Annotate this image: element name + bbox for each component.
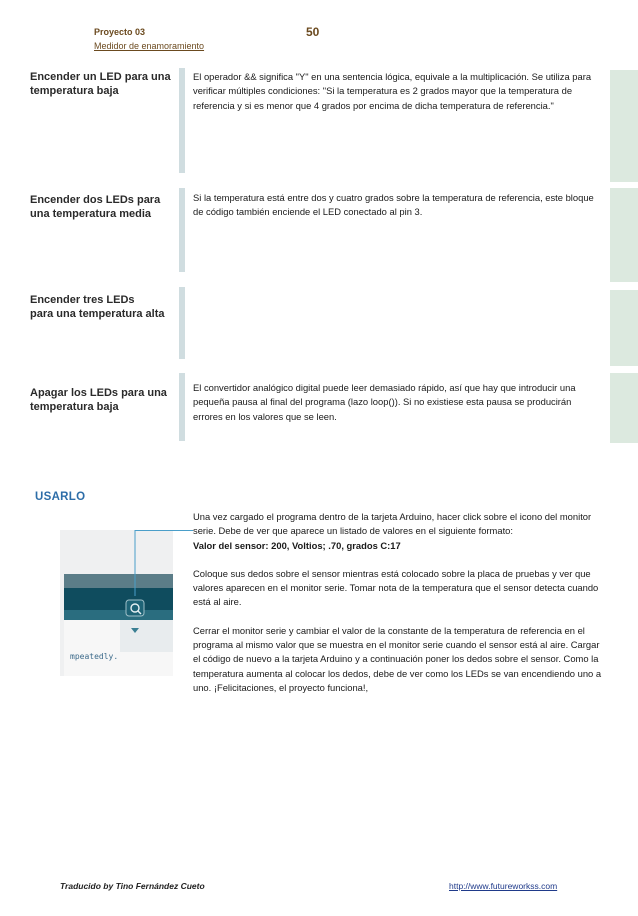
section-label-1-line-1: Encender un LED para una xyxy=(30,71,171,83)
section-label-4-line-1: Apagar los LEDs para una xyxy=(30,387,167,399)
project-subtitle: Medidor de enamoramiento xyxy=(94,41,205,51)
footer-translator: Traducido by Tino Fernández Cueto xyxy=(60,881,205,891)
section-label-3-line-2: para una temperatura alta xyxy=(30,308,165,320)
section-text-4: El convertidor analógico digital puede leer demasiado rápido, así que hay que introducir una pequeña pausa al final del programa (lazo loop()). Si no existiese esta pausa se producirán errores en los valores que se leen. xyxy=(193,382,576,422)
section-label-3 xyxy=(30,293,180,321)
section-bar-1 xyxy=(179,68,185,173)
side-tab-4 xyxy=(610,373,638,443)
side-tab-3 xyxy=(610,290,638,366)
side-tab-2 xyxy=(610,188,638,282)
section-bar-4 xyxy=(179,373,185,441)
section-label-1-line-2: temperatura baja xyxy=(30,85,119,97)
section-label-4-line-2: temperatura baja xyxy=(30,401,119,413)
section-label-2 xyxy=(30,193,180,221)
section-text-1: El operador && significa "Y" en una sentencia lógica, equivale a la multiplicación. Se utiliza para verificar múltiples condiciones: "Si la temperatura es 2 grados mayor que la temperatura de referencia y si es menor que 4 grados por encima de dicha temperatura de referencia." xyxy=(193,71,592,111)
illustration-caption: mpeatedly. xyxy=(70,652,119,661)
usarlo-body xyxy=(193,510,603,695)
footer-link[interactable]: http://www.futureworkss.com xyxy=(449,881,558,891)
usarlo-paragraph-1: Una vez cargado el programa dentro de la tarjeta Arduino, hacer click sobre el icono del monitor serie. Debe de ver que aparece un listado de valores en el siguiente formato: xyxy=(193,511,592,537)
usarlo-paragraph-3: Cerrar el monitor serie y cambiar el valor de la constante de la temperatura de referencia en el programa al mismo valor que se muestra en el monitor serie cuando el sensor está al aire. Cargar el código de nuevo a la tarjeta Arduino y a continuación poner los dedos sobre el sensor. Como la temperatura aumenta al colocar los dedos, debe de ver como los LEDs se van encendiendo uno a uno. ¡Felicitaciones, el proyecto funciona!, xyxy=(193,624,602,693)
usarlo-heading: USARLO xyxy=(35,491,86,503)
section-bar-3 xyxy=(179,287,185,359)
section-text-2: Si la temperatura está entre dos y cuatro grados sobre la temperatura de referencia, este bloque de código también enciende el LED conectado al pin 3. xyxy=(193,192,594,218)
usarlo-paragraph-2: Coloque sus dedos sobre el sensor mientras está colocado sobre la placa de pruebas y ver que valores aparecen en el monitor serie. Tomar nota de la temperatura que el sensor detecta cuando está al aire. xyxy=(193,567,599,608)
usarlo-format-example: Valor del sensor: 200, Voltios; .70, grados C:17 xyxy=(193,539,401,551)
section-label-4 xyxy=(30,386,180,414)
project-label: Proyecto 03 xyxy=(94,27,146,37)
page-number: 50 xyxy=(306,25,320,39)
section-label-3-line-1: Encender tres LEDs xyxy=(30,294,135,306)
serial-monitor-illustration xyxy=(60,530,173,676)
section-label-2-line-2: una temperatura media xyxy=(30,208,152,220)
section-label-2-line-1: Encender dos LEDs para xyxy=(30,194,161,206)
side-tab-1 xyxy=(610,70,638,182)
section-bar-2 xyxy=(179,188,185,272)
section-label-1 xyxy=(30,70,180,98)
callout-line xyxy=(135,530,193,531)
